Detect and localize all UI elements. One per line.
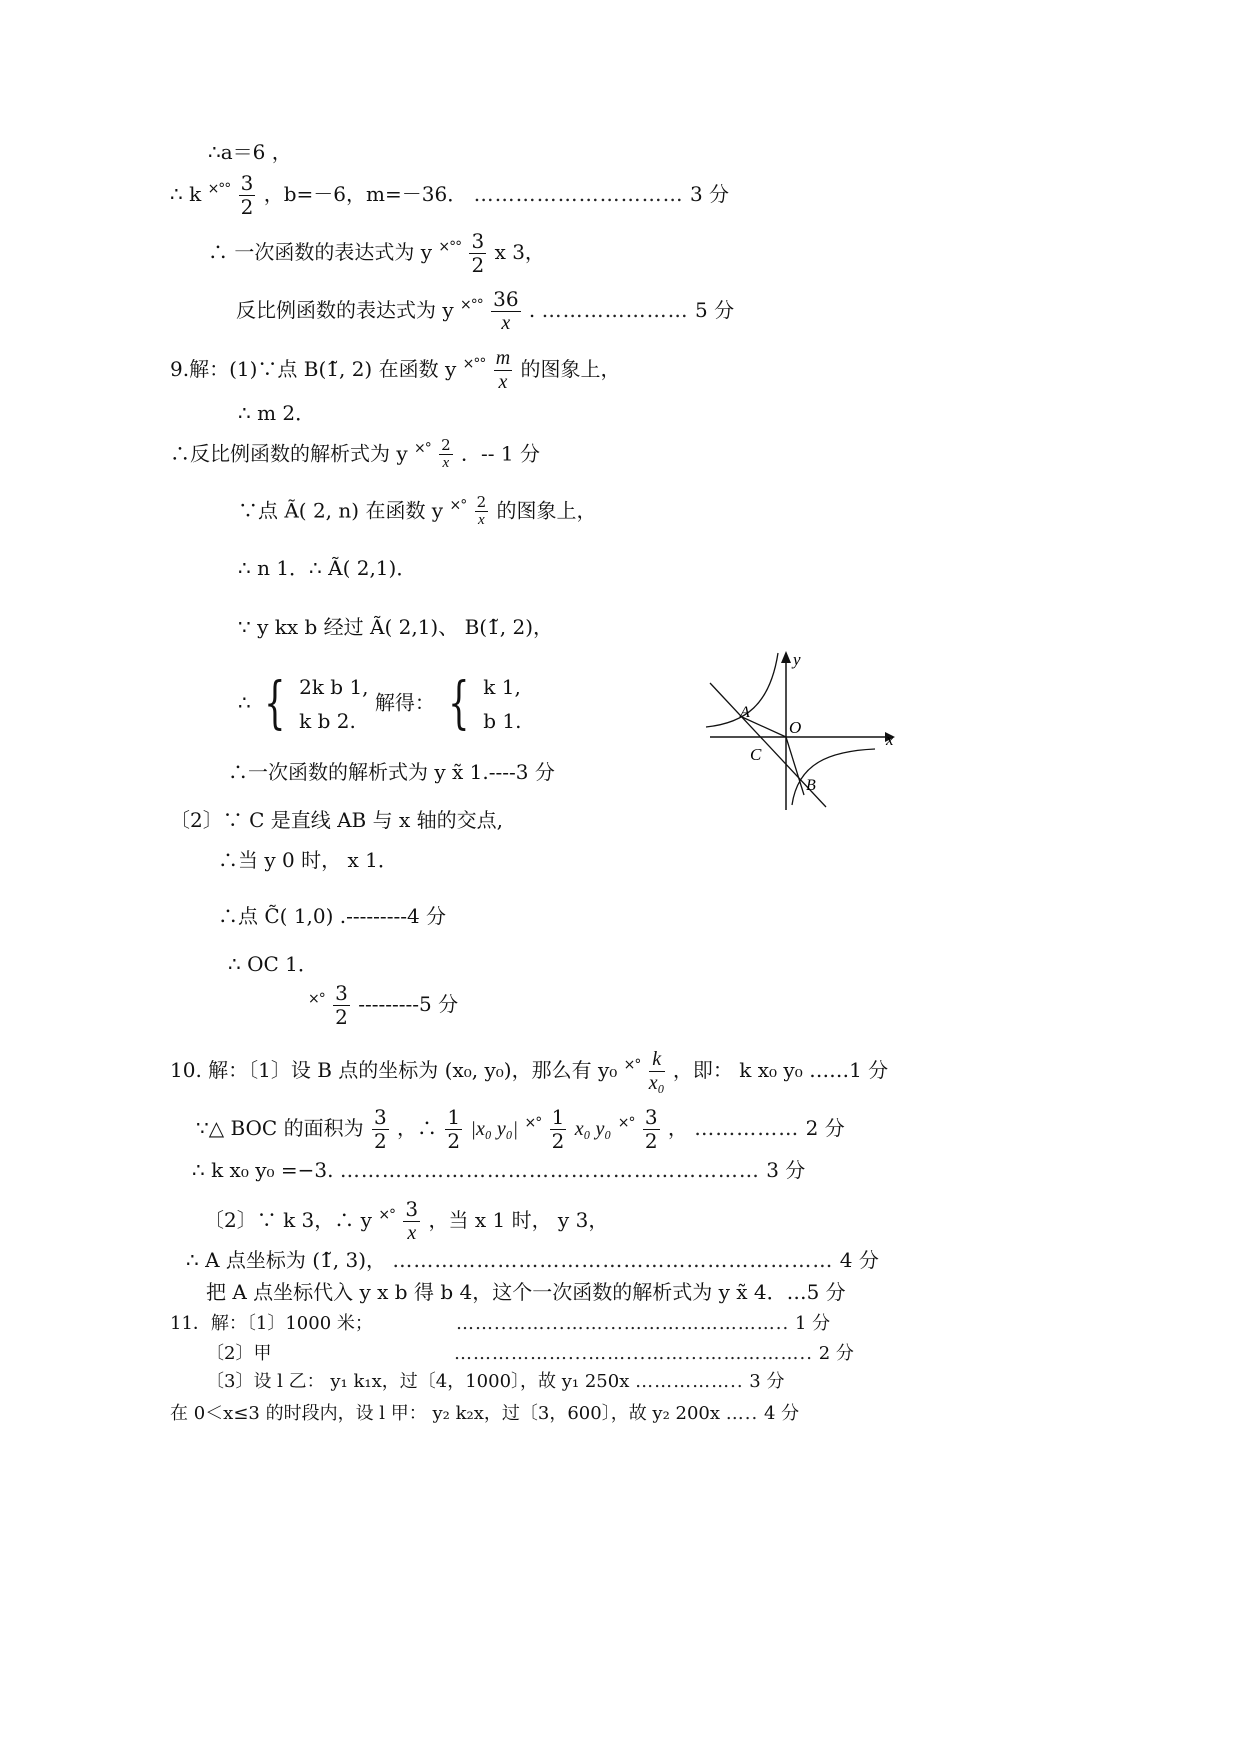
function-graph (700, 645, 910, 815)
segment-OB (786, 737, 804, 795)
s9-system-left: 2k b 1, k b 2. (299, 675, 369, 733)
s9-inverse-score: ．-- 1 分 (461, 441, 540, 466)
s9-inverse-prefix: ∴反比例函数的解析式为 y (170, 441, 408, 466)
garbled-glyph: ×° (524, 1115, 542, 1131)
s10-area-x0y0: x₀ y₀ (574, 1118, 612, 1140)
s9-intro-prefix: 9.解：(1)∵点 B(1̃, 2) 在函数 y (170, 357, 457, 381)
s9-inverse-fraction: $\frac{2}{x}$ (441, 436, 451, 472)
y-axis-arrow-icon (781, 651, 791, 663)
s10-k-line (192, 1160, 805, 1180)
leader-dots: …………… (694, 1116, 800, 1140)
s9-n-line: ∴ n 1．∴ Ã( 2,1)． (238, 556, 417, 580)
s9-system: ∴ { 2k b 1, k b 2. 解得： { k 1, b 1. (238, 671, 522, 736)
garbled-glyph: ×°° (460, 297, 483, 313)
hyperbola-branch-lower-right (792, 749, 875, 805)
s11-line2-label: 〔2〕甲 (206, 1343, 272, 1364)
s10-area-frac1: $\frac{3}{2}$ (373, 1105, 387, 1153)
s8-line3-fraction: $\frac{3}{2}$ (471, 229, 485, 277)
s11-line2 (206, 1345, 271, 1363)
leader-dots: ……………………………………………………… (392, 1248, 834, 1272)
s11-line3-text: 〔3〕设 l 乙： y₁ k₁x，过〔4，1000〕，故 y₁ 250x (206, 1371, 630, 1392)
s9-oc-line: ∴ OC 1． (228, 952, 318, 976)
s10-area-mid: ，∴ (397, 1116, 438, 1140)
leader-dots: …………………………………………………… (339, 1158, 760, 1182)
s10-area-line: ∵△ BOC 的面积为 $\frac{3}{2}$ ，∴ $\frac{1}{2}$ |x₀ y₀| ×° $\frac{1}{2}$ x₀ y₀ ×° $\frac{3}{2}$ ， …………… 2 分 (196, 1105, 845, 1153)
s10-part2 (204, 1198, 608, 1245)
s10-final-line: 把 A 点坐标代入 y x b 得 b 4，这个一次函数的解析式为 y x̃ 4．…5 分 (206, 1280, 846, 1304)
s8-line4 (236, 288, 734, 335)
garbled-glyph: ×°° (207, 181, 231, 197)
s11-line4-text: 在 0＜x≤3 的时段内，设 l 甲： y₂ k₂x，过〔3，600〕，故 y₂ 200x (170, 1403, 721, 1424)
leader-dots: …………….. (635, 1371, 744, 1392)
s10-intro (170, 1048, 888, 1095)
s8-k-label: ∴ k (170, 182, 202, 206)
s10-area-frac4: $\frac{3}{2}$ (644, 1105, 658, 1153)
leader-dots: ………………………… (473, 182, 684, 206)
s8-line2-score: 3 分 (689, 182, 730, 206)
s10-area-abs: |x₀ y₀| (470, 1118, 519, 1140)
label-O: O (789, 718, 802, 737)
s8-line3-prefix: ∴ 一次函数的表达式为 y (208, 240, 433, 264)
s10-part2-fraction: $\frac{3}{x}$ (405, 1197, 419, 1244)
s9-intro-suffix: 的图象上， (520, 357, 621, 381)
leader-dots: ………………… (541, 298, 689, 322)
s9-pointA-prefix: ∵点 Ã( 2, n) 在函数 y (238, 498, 444, 523)
s10-intro-suffix: ，即： k x₀ y₀ (672, 1058, 803, 1082)
s9-system-right: k 1, b 1. (483, 675, 522, 733)
s9-system-solve: 解得： (374, 690, 435, 715)
s9-inverse-line (170, 437, 540, 473)
s10-pointA-text: ∴ A 点坐标为 (1̃, 3)， (186, 1248, 387, 1272)
brace-icon: { (264, 671, 286, 736)
s9-pointA-line (238, 494, 596, 530)
s9-area-score: ---------5 分 (358, 992, 459, 1016)
s9-when-line: ∴当 y 0 时， x 1． (218, 848, 398, 872)
s8-line4-fraction: $\frac{36}{x}$ (493, 287, 519, 334)
garbled-glyph: ×°° (462, 356, 486, 372)
s11-line3 (206, 1373, 784, 1391)
garbled-glyph: ×° (449, 497, 467, 514)
s10-area-score: 2 分 (805, 1116, 845, 1140)
s10-area-frac3: $\frac{1}{2}$ (551, 1105, 565, 1153)
s11-line4 (170, 1405, 799, 1423)
s8-line3-rest: x 3， (494, 240, 545, 264)
s8-line4-prefix: 反比例函数的表达式为 y (236, 298, 454, 322)
s8-line2-rest: ，b=－6，m=－36． (263, 182, 468, 206)
s11-line4-score: 4 分 (763, 1403, 800, 1424)
s11-line1 (170, 1315, 373, 1333)
s11-line2-score: 2 分 (818, 1343, 854, 1364)
s11-line1-score: 1 分 (794, 1313, 831, 1334)
s11-line3-score: 3 分 (749, 1371, 785, 1392)
label-A: A (740, 704, 750, 721)
s10-intro-score: ……1 分 (809, 1058, 889, 1082)
garbled-glyph: ×° (414, 440, 431, 457)
s8-line2 (170, 172, 729, 219)
garbled-glyph: ×°° (438, 239, 462, 255)
s9-area-line (308, 982, 458, 1029)
s9-m-line: ∴ m 2． (238, 401, 316, 425)
s11-line1-label: 11．解：〔1〕1000 米； (170, 1313, 373, 1334)
label-y: y (793, 650, 801, 669)
s10-pointA-line (186, 1250, 879, 1270)
s8-line4-score: 5 分 (695, 298, 735, 322)
s10-part2-suffix: ，当 x 1 时， y 3， (428, 1208, 609, 1232)
label-x: x (886, 730, 894, 749)
s8-line4-rest: . (528, 298, 536, 322)
s9-part2-intro: 〔2〕∵ C 是直线 AB 与 x 轴的交点, (170, 808, 503, 832)
s8-line1: ∴a＝6 ， (208, 140, 292, 164)
s10-k-score: 3 分 (766, 1158, 806, 1182)
s10-intro-prefix: 10. 解：〔1〕设 B 点的坐标为 (x₀, y₀)，那么有 y₀ (170, 1058, 618, 1082)
garbled-glyph: ×° (617, 1115, 635, 1131)
s10-pointA-score: 4 分 (839, 1248, 879, 1272)
brace-icon: { (448, 671, 470, 736)
s9-pointA-fraction: $\frac{2}{x}$ (476, 493, 487, 529)
s8-fraction: $\frac{3}{2}$ (240, 171, 254, 219)
label-C: C (750, 745, 762, 764)
s11-line2-tail (454, 1345, 854, 1363)
s11-line1-tail (456, 1315, 830, 1333)
s8-line3 (208, 230, 545, 277)
s10-area-frac2: $\frac{1}{2}$ (447, 1105, 461, 1153)
s9-intro (170, 347, 621, 394)
garbled-glyph: ×° (378, 1207, 396, 1223)
s9-pointC-line: ∴点 C̃( 1,0) .---------4 分 (218, 904, 447, 928)
leader-dots: ….. (725, 1403, 759, 1424)
s9-pointA-suffix: 的图象上， (496, 498, 597, 523)
leader-dots: ……..……...……...…………………….. (456, 1313, 790, 1334)
garbled-glyph: ×° (623, 1057, 641, 1073)
garbled-glyph: ×° (308, 991, 325, 1007)
s9-area-fraction: $\frac{3}{2}$ (335, 981, 348, 1029)
s9-linear-result: ∴一次函数的解析式为 y x̃ 1.----3 分 (228, 760, 555, 784)
s10-intro-fraction: $\frac{k}{\text{x₀}}$ (648, 1048, 665, 1094)
s10-k-text: ∴ k x₀ y₀ =−3. (192, 1158, 334, 1182)
leader-dots: ………………...……...……...…………….. (454, 1343, 813, 1364)
s10-area-prefix: ∵△ BOC 的面积为 (196, 1116, 364, 1140)
s10-part2-prefix: 〔2〕∵ k 3，∴ y (204, 1208, 372, 1232)
label-B: B (806, 777, 816, 794)
s9-through-line: ∵ y kx b 经过 Ã( 2,1)、 B(1̃, 2)， (238, 615, 554, 639)
s9-intro-fraction: $\frac{m}{x}$ (495, 347, 511, 393)
